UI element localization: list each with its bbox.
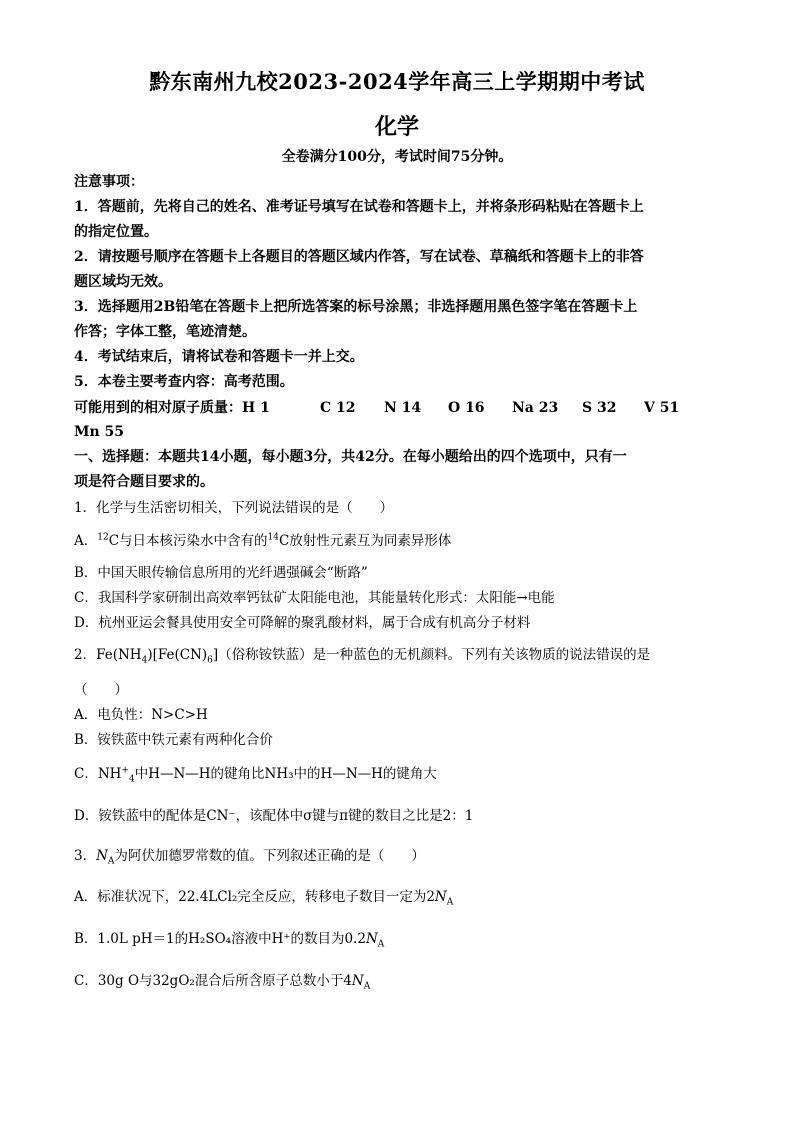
note-5: 5．本卷主要考查内容：高考范围。 xyxy=(74,374,294,390)
q3-c-text: C．30g O与32gO₂混合后所含原子总数小于4 xyxy=(74,973,352,989)
q3-b-text: B．1.0L pH＝1的H₂SO₄溶液中H⁺的数目为0.2 xyxy=(74,931,366,947)
q3-c-na: N xyxy=(351,973,364,989)
note-4: 4．考试结束后，请将试卷和答题卡一并上交。 xyxy=(74,349,364,365)
atomic-o: O 16 xyxy=(448,400,485,416)
q2-option-a: A．电负性：N>C>H xyxy=(74,707,208,723)
section1-line-1: 一、选择题：本题共14小题，每小题3分，共42分。在每小题给出的四个选项中，只有一 xyxy=(74,449,627,465)
exam-info: 全卷满分100分，考试时间75分钟。 xyxy=(281,149,513,165)
q3-stem-text: 为阿伏加德罗常数的值。下列叙述正确的是（ ） xyxy=(114,848,425,864)
q3-stem xyxy=(74,846,724,866)
atomic-c: C 12 xyxy=(320,400,356,416)
q1-stem: 1．化学与生活密切相关，下列说法错误的是（ ） xyxy=(74,500,394,516)
q2-c-prefix: C．NH xyxy=(74,766,122,782)
q3-number: 3． xyxy=(74,848,97,864)
atomic-n: N 14 xyxy=(384,400,422,416)
q2-formula-part-3: ] xyxy=(212,647,219,663)
q3-na-subscript: A xyxy=(107,856,115,867)
q1-option-a xyxy=(74,531,724,551)
notes-heading: 注意事项： xyxy=(74,174,144,190)
q2-stem-text: （俗称铵铁蓝）是一种蓝色的无机颜料。下列有关该物质的说法错误的是 xyxy=(218,647,651,663)
atomic-v: V 51 xyxy=(644,400,680,416)
q3-b-na: N xyxy=(365,931,378,947)
q2-stem xyxy=(74,645,724,665)
q3-option-c xyxy=(74,971,724,991)
q2-c-text: 中H—N—H的键角比NH₃中的H—N—H的键角大 xyxy=(134,766,437,782)
q1-a-middle: C与日本核污染水中含有的 xyxy=(108,533,268,549)
exam-title: 黔东南州九校2023-2024学年高三上学期期中考试 xyxy=(149,69,645,94)
atomic-s: S 32 xyxy=(582,400,617,416)
q3-b-na-sub: A xyxy=(377,939,385,950)
q3-option-b xyxy=(74,929,724,949)
q2-c-subscript: 4 xyxy=(128,774,135,785)
note-1-line-2: 的指定位置。 xyxy=(74,224,158,240)
note-3-line-1: 3．选择题用2B铅笔在答题卡上把所选答案的标号涂黑；非选择题用黑色签字笔在答题卡上 xyxy=(74,299,638,315)
note-2-line-2: 题区域均无效。 xyxy=(74,274,172,290)
atomic-mn: Mn 55 xyxy=(74,424,125,440)
q3-option-a xyxy=(74,887,724,907)
q3-c-na-sub: A xyxy=(363,981,371,992)
q2-formula-part-2: )[Fe(CN) xyxy=(147,647,208,663)
q2-option-b: B．铵铁蓝中铁元素有两种化合价 xyxy=(74,732,273,748)
note-2-line-1: 2．请按题号顺序在答题卡上各题目的答题区域内作答，写在试卷、草稿纸和答题卡上的非答 xyxy=(74,249,644,265)
q2-number: 2． xyxy=(74,647,97,663)
q1-option-d: D．杭州亚运会餐具使用安全可降解的聚乳酸材料，属于合成有机高分子材料 xyxy=(74,615,531,631)
q3-a-text: A．标准状况下，22.4LCl₂完全反应，转移电子数目一定为2 xyxy=(74,889,435,905)
q2-option-c xyxy=(74,764,724,784)
atomic-mass-label: 可能用到的相对原子质量：H 1 xyxy=(74,400,270,416)
q3-a-na: N xyxy=(434,889,447,905)
note-3-line-2: 作答；字体工整，笔迹清楚。 xyxy=(74,324,256,340)
q1-a-mass-12: 12 xyxy=(97,532,109,543)
q3-na-symbol: N xyxy=(96,848,108,864)
q2-formula-part-1: Fe(NH xyxy=(96,647,142,663)
q2-formula-sub-4: 4 xyxy=(141,655,148,666)
q1-a-suffix: C放射性元素互为同素异形体 xyxy=(279,533,452,549)
q1-option-c: C．我国科学家研制出高效率钙钛矿太阳能电池，其能量转化形式：太阳能→电能 xyxy=(74,590,555,606)
section1-line-2: 项是符合题目要求的。 xyxy=(74,474,214,490)
q1-option-b: B．中国天眼传输信息所用的光纤遇强碱会“断路” xyxy=(74,565,368,581)
q1-a-prefix: A． xyxy=(74,533,98,549)
note-1-line-1: 1．答题前，先将自己的姓名、准考证号填写在试卷和答题卡上，并将条形码粘贴在答题卡上 xyxy=(74,199,644,215)
q2-c-charge: + xyxy=(121,765,129,776)
q2-formula-sub-6: 6 xyxy=(207,655,213,666)
q3-a-na-sub: A xyxy=(446,897,454,908)
atomic-mass-line xyxy=(74,398,724,418)
q2-option-d: D．铵铁蓝中的配体是CN⁻，该配体中σ键与π键的数目之比是2：1 xyxy=(74,808,474,824)
q2-answer-paren: （ ） xyxy=(74,682,128,698)
subject-title: 化学 xyxy=(374,114,419,140)
q1-a-mass-14: 14 xyxy=(267,532,279,543)
atomic-na: Na 23 xyxy=(512,400,559,416)
